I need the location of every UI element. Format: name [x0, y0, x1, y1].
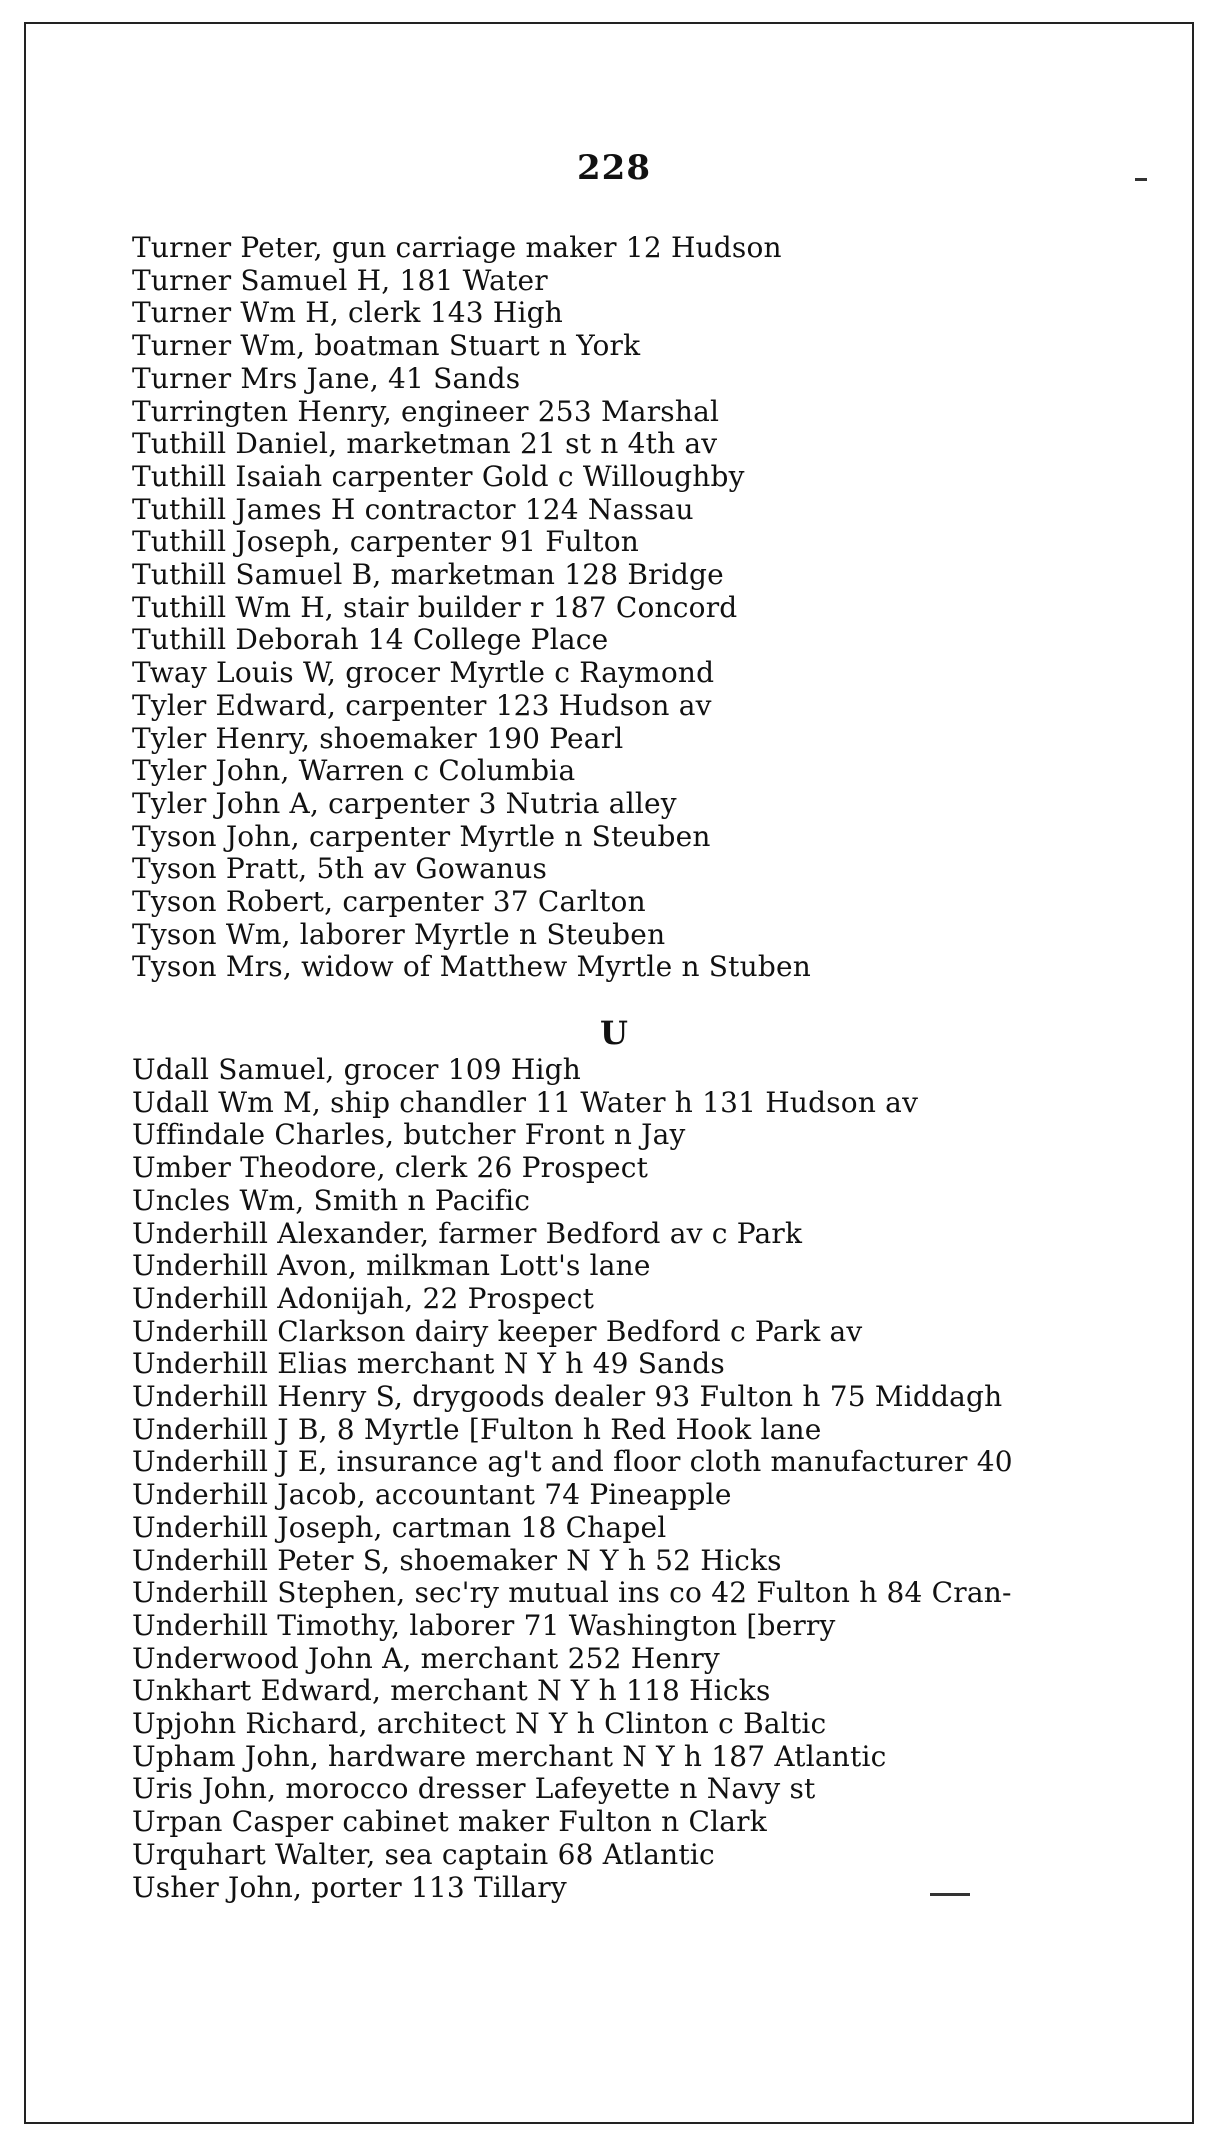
directory-entry: Turner Samuel H, 181 Water	[132, 263, 548, 297]
directory-entry: Tyler John A, carpenter 3 Nutria alley	[132, 786, 677, 820]
u-entries-list	[132, 1054, 1158, 1904]
directory-entry: Underhill Elias merchant N Y h 49 Sands	[132, 1347, 725, 1381]
directory-entry: Turner Mrs Jane, 41 Sands	[132, 361, 521, 395]
directory-entry: Unkhart Edward, merchant N Y h 118 Hicks	[132, 1674, 771, 1708]
section-heading-u: U	[600, 1014, 628, 1052]
dash-mark	[1135, 178, 1147, 181]
directory-entry: Tyler Henry, shoemaker 190 Pearl	[132, 721, 624, 755]
directory-entry: Underhill Adonijah, 22 Prospect	[132, 1281, 595, 1315]
directory-entry: Udall Samuel, grocer 109 High	[132, 1053, 581, 1086]
directory-entry: Tyson Robert, carpenter 37 Carlton	[132, 885, 646, 919]
directory-entry: Tyler John, Warren c Columbia	[132, 754, 576, 788]
directory-entry: Turringten Henry, engineer 253 Marshal	[132, 394, 720, 428]
directory-entry: Tuthill Deborah 14 College Place	[132, 623, 609, 657]
directory-entry: Tuthill James H contractor 124 Nassau	[132, 492, 694, 526]
directory-entry: Uncles Wm, Smith n Pacific	[132, 1183, 531, 1217]
directory-entry: Upjohn Richard, architect N Y h Clinton c Baltic	[132, 1707, 827, 1741]
directory-entry: Urpan Casper cabinet maker Fulton n Clark	[132, 1805, 767, 1839]
directory-entry: Underhill Jacob, accountant 74 Pineapple	[132, 1478, 732, 1512]
directory-entry: Turner Peter, gun carriage maker 12 Hudson	[132, 231, 782, 264]
directory-entry: Udall Wm M, ship chandler 11 Water h 131 Hudson av	[132, 1085, 919, 1119]
directory-entry: Underhill Stephen, sec'ry mutual ins co 42 Fulton h 84 Cran-	[132, 1576, 1012, 1610]
directory-entry: Tuthill Daniel, marketman 21 st n 4th av	[132, 427, 718, 461]
directory-entry: Underwood John A, merchant 252 Henry	[132, 1641, 720, 1675]
directory-entry: Umber Theodore, clerk 26 Prospect	[132, 1151, 649, 1185]
directory-entry: Uffindale Charles, butcher Front n Jay	[132, 1118, 686, 1152]
directory-entry: Turner Wm H, clerk 143 High	[132, 296, 563, 330]
directory-entry: Underhill Alexander, farmer Bedford av c Park	[132, 1216, 803, 1250]
directory-entry: Tuthill Wm H, stair builder r 187 Concord	[132, 590, 738, 624]
directory-entry: Underhill Joseph, cartman 18 Chapel	[132, 1510, 667, 1544]
directory-entry: Underhill Peter S, shoemaker N Y h 52 Hicks	[132, 1543, 782, 1577]
directory-entry: Underhill Timothy, laborer 71 Washington [berry	[132, 1608, 836, 1642]
directory-entry: Tyson Mrs, widow of Matthew Myrtle n Stuben	[132, 950, 811, 984]
directory-entry: Tyler Edward, carpenter 123 Hudson av	[132, 688, 712, 722]
directory-entry: Underhill Henry S, drygoods dealer 93 Fulton h 75 Middagh	[132, 1380, 1003, 1414]
directory-entry: Turner Wm, boatman Stuart n York	[132, 329, 641, 363]
directory-entry: Tway Louis W, grocer Myrtle c Raymond	[132, 656, 715, 690]
directory-entry: Tyson Pratt, 5th av Gowanus	[132, 852, 548, 886]
directory-entry: Usher John, porter 113 Tillary	[132, 1870, 567, 1904]
page-number: 228	[577, 148, 651, 188]
directory-entry: Tuthill Isaiah carpenter Gold c Willoughby	[132, 459, 745, 493]
directory-entry: Urquhart Walter, sea captain 68 Atlantic	[132, 1837, 715, 1871]
directory-entry: Underhill Avon, milkman Lott's lane	[132, 1249, 651, 1283]
directory-entry: Tyson John, carpenter Myrtle n Steuben	[132, 819, 711, 853]
directory-entry: Tuthill Joseph, carpenter 91 Fulton	[132, 525, 640, 559]
dash-mark	[930, 1893, 970, 1896]
directory-entry: Underhill J E, insurance ag't and floor cloth manufacturer 40	[132, 1445, 1013, 1479]
t-entries-list	[132, 232, 1158, 984]
directory-entry: Upham John, hardware merchant N Y h 187 Atlantic	[132, 1739, 887, 1773]
directory-entry: Tuthill Samuel B, marketman 128 Bridge	[132, 558, 724, 592]
directory-entry: Uris John, morocco dresser Lafeyette n Navy st	[132, 1772, 816, 1806]
directory-entry: Underhill Clarkson dairy keeper Bedford c Park av	[132, 1314, 863, 1348]
directory-entry: Tyson Wm, laborer Myrtle n Steuben	[132, 917, 666, 951]
directory-entry: Underhill J B, 8 Myrtle [Fulton h Red Hook lane	[132, 1412, 822, 1446]
